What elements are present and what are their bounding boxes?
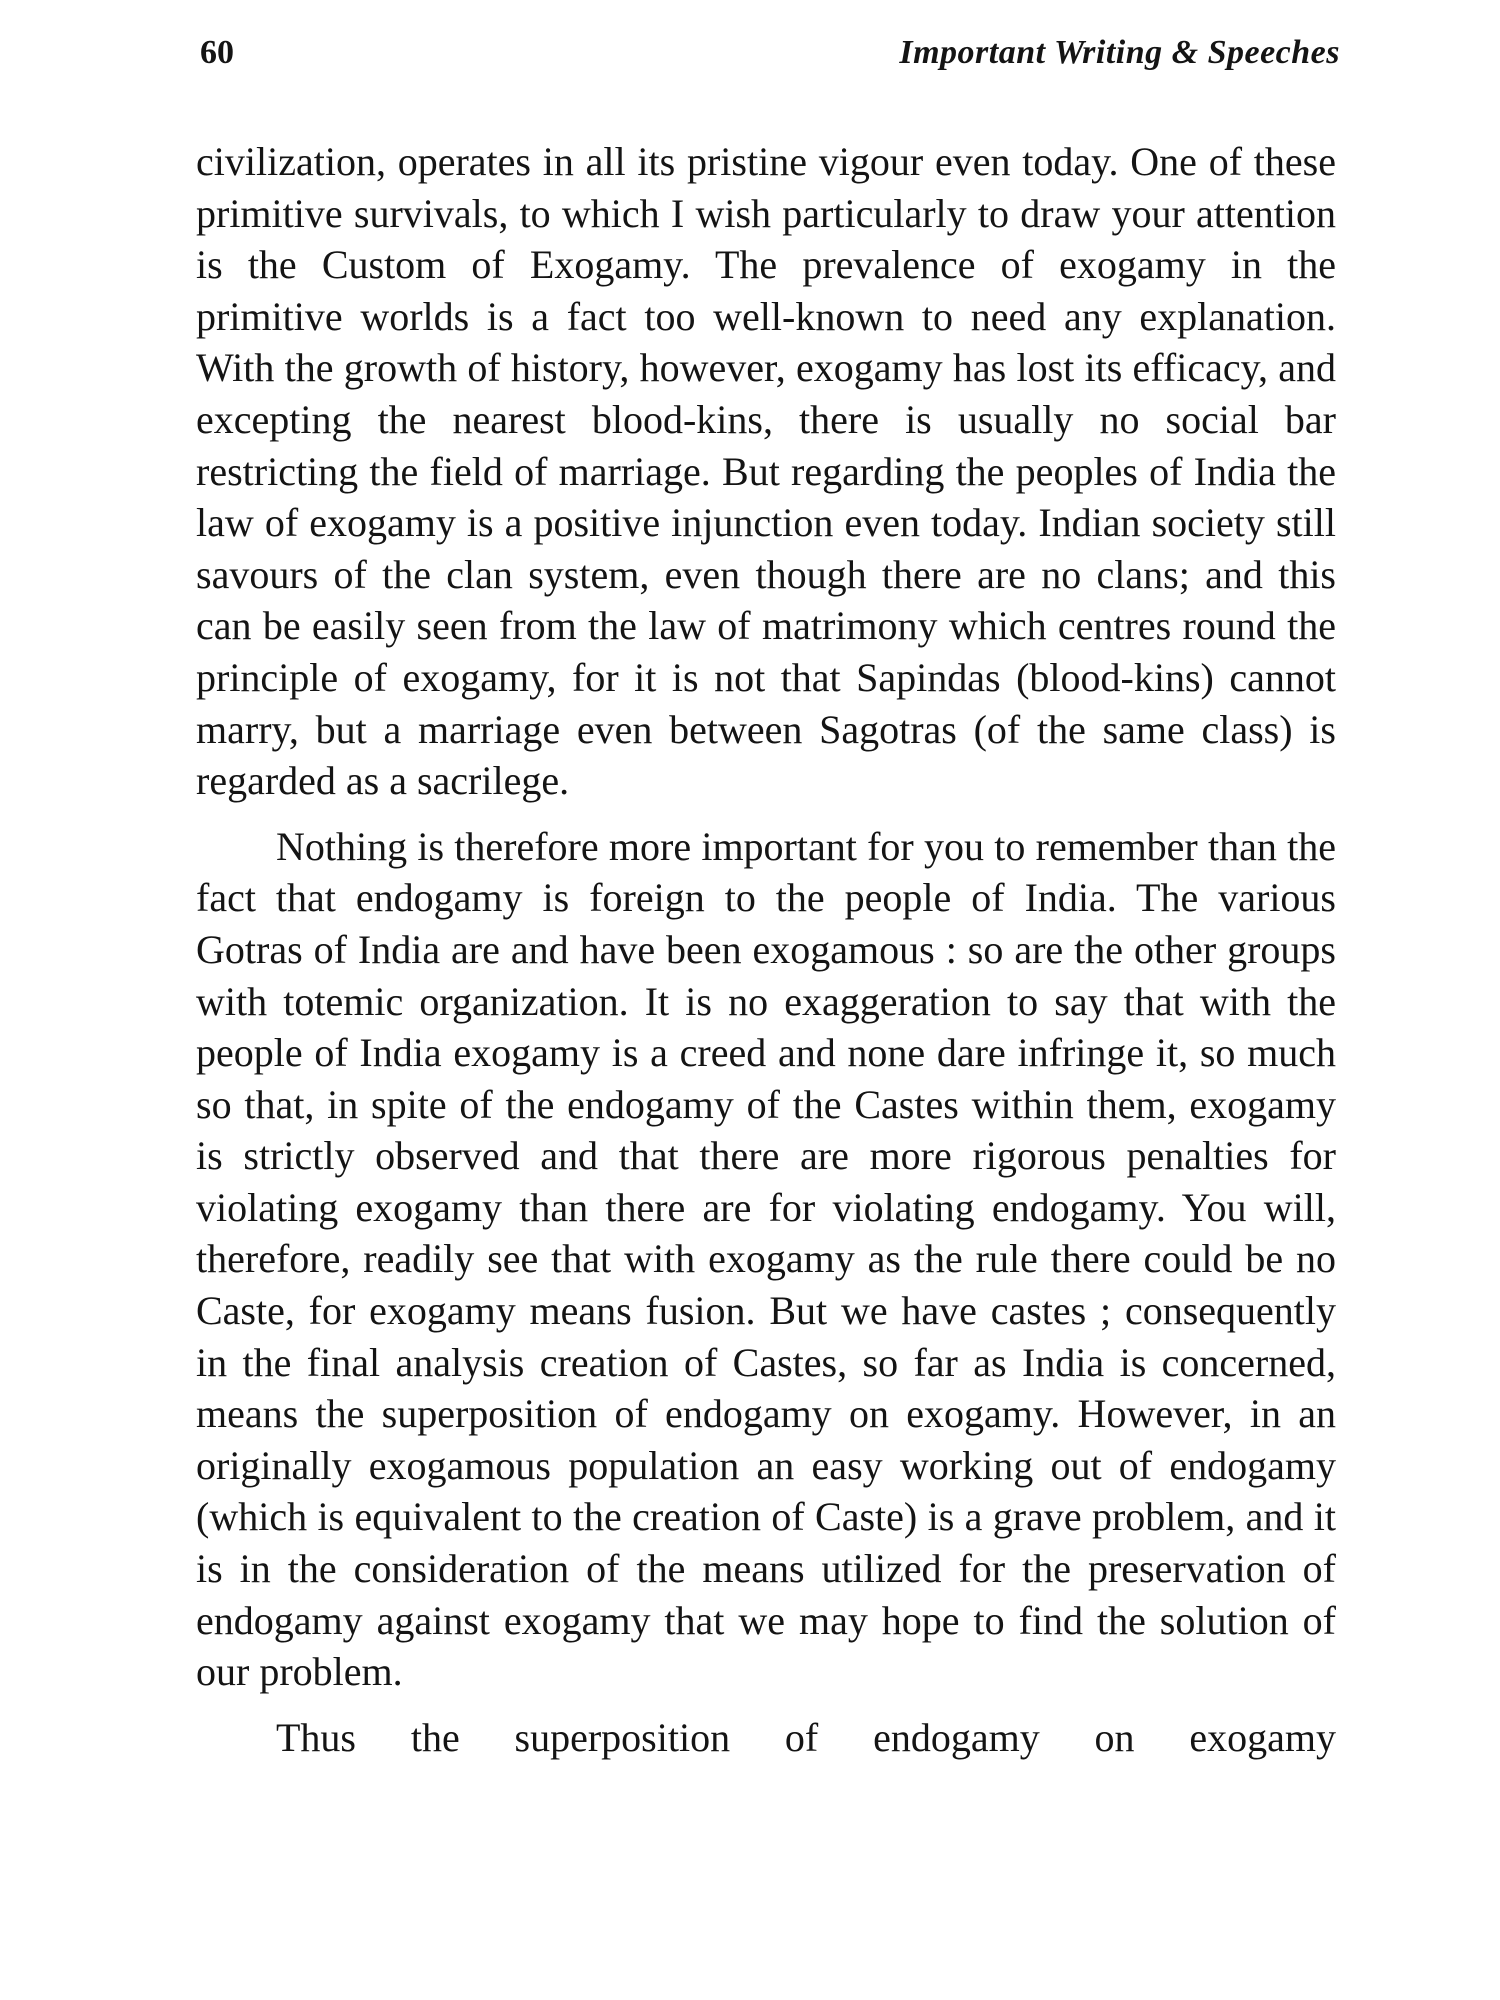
body-text [196,136,1336,1763]
page-number: 60 [200,34,234,71]
page-header [200,28,1340,78]
paragraph-continuation: civilization, operates in all its pristine vigour even today. One of these primitive survivals, to which I wish particularly to draw your attention is the Custom of Exogamy. The prevalence of exogamy in the primitive worlds is a fact too well-known to need any explanation. With the growth of history, however, exogamy has lost its efficacy, and excepting the nearest blood-kins, there is usually no social bar restricting the field of marriage. But regarding the peoples of India the law of exogamy is a positive injunction even today. Indian society still savours of the clan system, even though there are no clans; and this can be easily seen from the law of matrimony which centres round the principle of exogamy, for it is not that Sapindas (blood-kins) cannot marry, but a marriage even between Sagotras (of the same class) is regarded as a sacrilege. [196,139,1336,804]
running-title: Important Writing & Speeches [899,34,1340,71]
paragraph-endogamy-foreign: Nothing is therefore more important for you to remember than the fact that endogamy is foreign to the people of India. The various Gotras of India are and have been exogamous : so are the other groups with totemic organization. It is no exaggeration to say that with the people of India exogamy is a creed and none dare infringe it, so much so that, in spite of the endogamy of the Castes within them, exogamy is strictly observed and that there are more rigorous penalties for violating exogamy than there are for violating endogamy. You will, therefore, readily see that with exogamy as the rule there could be no Caste, for exogamy means fusion. But we have castes ; consequently in the final analysis creation of Castes, so far as India is concerned, means the superposition of endogamy on exogamy. However, in an originally exogamous population an easy working out of endogamy (which is equivalent to the creation of Caste) is a grave problem, and it is in the consideration of the means utilized for the preservation of endogamy against exogamy that we may hope to find the solution of our problem. [196,823,1336,1695]
paragraph-superposition: Thus the superposition of endogamy on exogamy [276,1714,1336,1760]
